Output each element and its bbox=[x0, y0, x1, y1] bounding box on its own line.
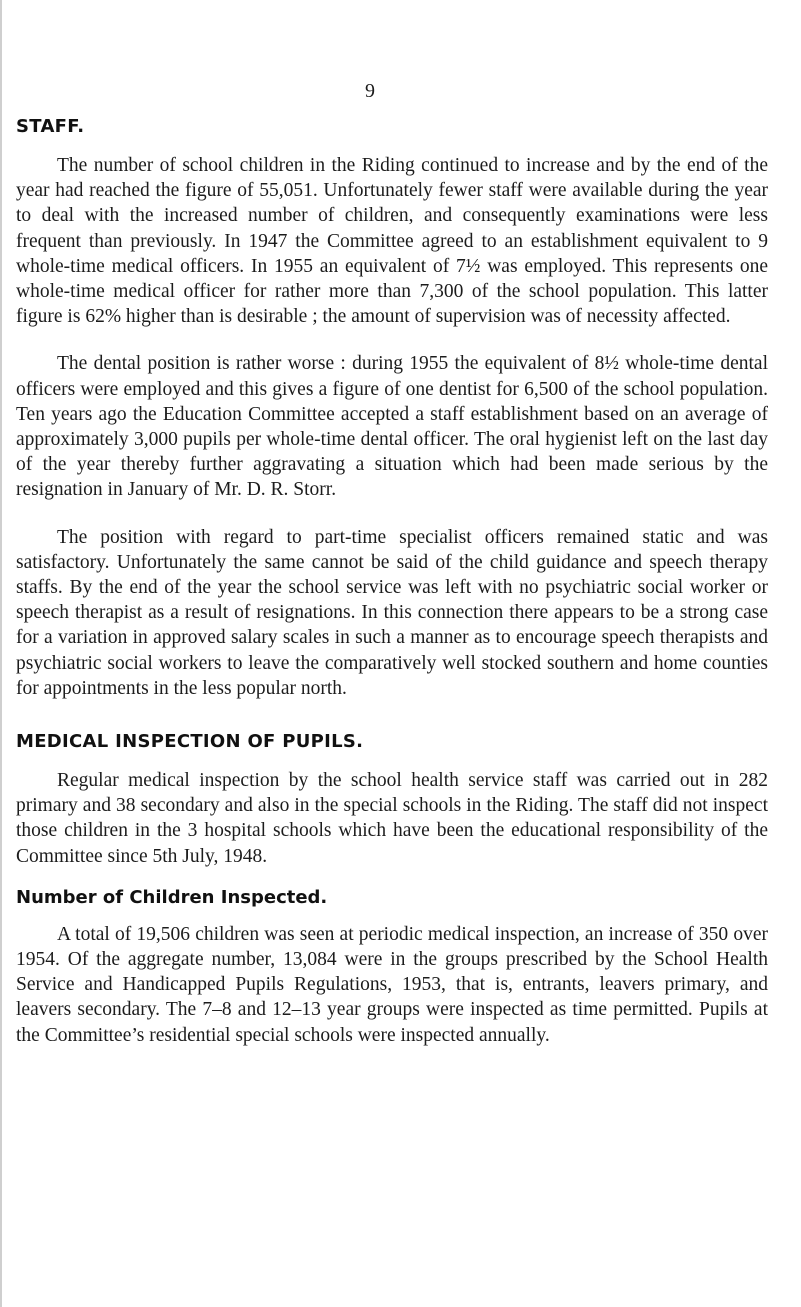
staff-paragraph-2: The dental position is rather worse : during 1955 the equivalent of 8½ whole-time dental officers were employed and this gives a figure of one dentist for 6,500 of the school population. Ten years ago the Education Committee accepted a staff establishment based on an average of approximately 3,000 pupils per whole-time dental officer. The oral hygienist left on the last day of the year thereby further aggravating a situation which had been made serious by the resignation in January of Mr. D. R. Storr. bbox=[16, 353, 768, 501]
staff-paragraph-1: The number of school children in the Riding continued to increase and by the end of the year had reached the figure of 55,051. Unfortunately fewer staff were available during the year to deal with the increased number of children, and consequently examinations were less frequent than previously. In 1947 the Committee agreed to an establishment equivalent to 9 whole-time medical officers. In 1955 an equivalent of 7½ was employed. This represents one whole-time medical officer for rather more than 7,300 of the school population. This latter figure is 62% higher than is desirable ; the amount of supervision was of necessity affected. bbox=[16, 155, 768, 328]
medical-inspection-heading: MEDICAL INSPECTION OF PUPILS. bbox=[16, 731, 364, 753]
staff-heading: STAFF. bbox=[16, 116, 85, 137]
staff-paragraph-3: The position with regard to part-time specialist officers remained static and was satisfactory. Unfortunately the same cannot be said of the child guidance and speech therapy staffs. By the end of the year the school service was left with no psychiatric social worker or speech therapist as a result of resignations. In this connection there appears to be a strong case for a variation in approved salary scales in such a manner as to encourage speech therapists and psychiatric social workers to leave the comparatively well stocked southern and home counties for appointments in the less popular north. bbox=[16, 526, 768, 699]
number-inspected-heading: Number of Children Inspected. bbox=[16, 886, 328, 908]
page-edge-line bbox=[0, 0, 2, 1307]
medical-inspection-paragraph-1: Regular medical inspection by the school health service staff was carried out in 282 primary and 38 secondary and also in the special schools in the Riding. The staff did not inspect those children in the 3 hospital schools which have been the educational responsibility of the Committee since 5th July, 1948. bbox=[16, 770, 768, 867]
number-inspected-paragraph-1: A total of 19,506 children was seen at periodic medical inspection, an increase of 350 over 1954. Of the aggregate number, 13,084 were in the groups prescribed by the School Health Service and Handicapped Pupils Regulations, 1953, that is, entrants, leavers primary, and leavers secondary. The 7–8 and 12–13 year groups were inspected as time permitted. Pupils at the Committee’s residential special schools were inspected annually. bbox=[16, 923, 768, 1046]
page-content bbox=[16, 116, 768, 1070]
page-number: 9 bbox=[365, 80, 375, 102]
